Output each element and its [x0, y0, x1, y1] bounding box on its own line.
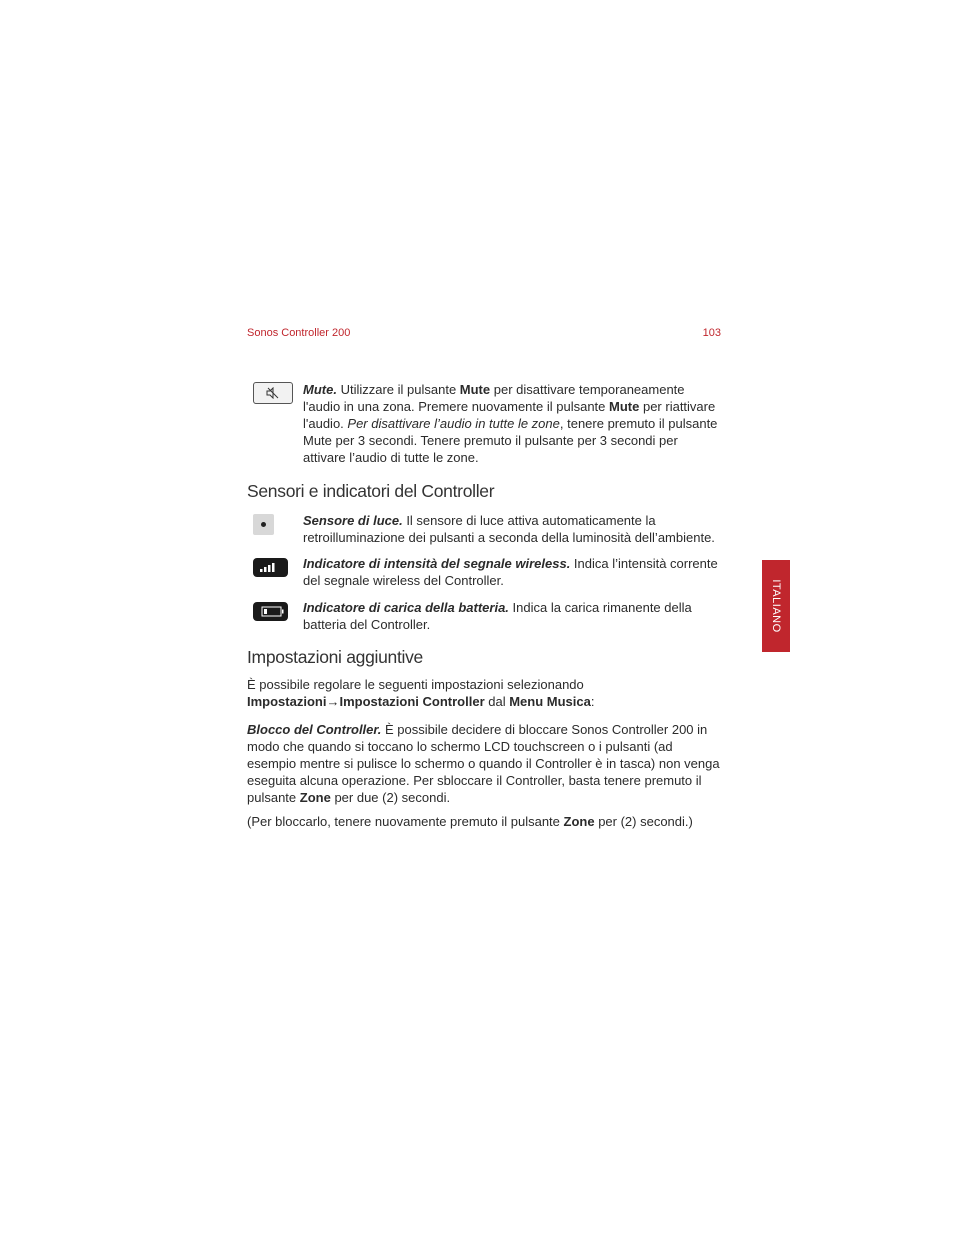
running-header-title: Sonos Controller 200 [247, 327, 351, 339]
controller-lock-paragraph: Blocco del Controller. È possibile decidere di bloccare Sonos Controller 200 in modo che quando si toccano lo schermo LCD touchscreen o i pulsanti (ad esempio mentre si pulisce lo schermo o quando il Controller è in tasca) non venga eseguita alcuna operazione. Per sbloccare il Controller, basta tenere premuto il pulsante Zone per due (2) secondi. [247, 722, 720, 805]
mute-description: Mute. Utilizzare il pulsante Mute per disattivare temporaneamente l'audio in una zona. Premere nuovamente il pulsante Mute per riattivare l'audio. Per disattivare l’audio in tutte le zone, tenere premuto il pulsante Mute per 3 secondi. Tenere premuto il pulsante per 3 secondi per attivare l’audio di tutte le zone. [303, 382, 718, 465]
settings-intro: È possibile regolare le seguenti impostazioni selezionando Impostazioni→Impostazioni Controller dal Menu Musica: [247, 677, 595, 709]
language-side-tab [762, 560, 790, 652]
language-tab-label: ITALIANO [770, 579, 782, 633]
battery-description: Indicatore di carica della batteria. Indica la carica rimanente della batteria del Controller. [303, 600, 692, 632]
wireless-signal-icon [253, 558, 288, 577]
battery-icon [253, 602, 288, 621]
relock-paragraph: (Per bloccarlo, tenere nuovamente premuto il pulsante Zone per (2) secondi.) [247, 814, 693, 829]
settings-heading: Impostazioni aggiuntive [247, 647, 423, 667]
mute-speaker-icon [253, 382, 293, 404]
page-number: 103 [702, 327, 721, 339]
light-sensor-description: Sensore di luce. Il sensore di luce attiva automaticamente la retroilluminazione dei pulsanti a seconda della luminosità dell’ambiente. [303, 513, 715, 545]
wireless-signal-description: Indicatore di intensità del segnale wireless. Indica l’intensità corrente del segnale wireless del Controller. [303, 556, 718, 588]
sensors-heading: Sensori e indicatori del Controller [247, 481, 495, 501]
mute-term: Mute. [303, 382, 337, 397]
light-sensor-icon [253, 514, 274, 535]
